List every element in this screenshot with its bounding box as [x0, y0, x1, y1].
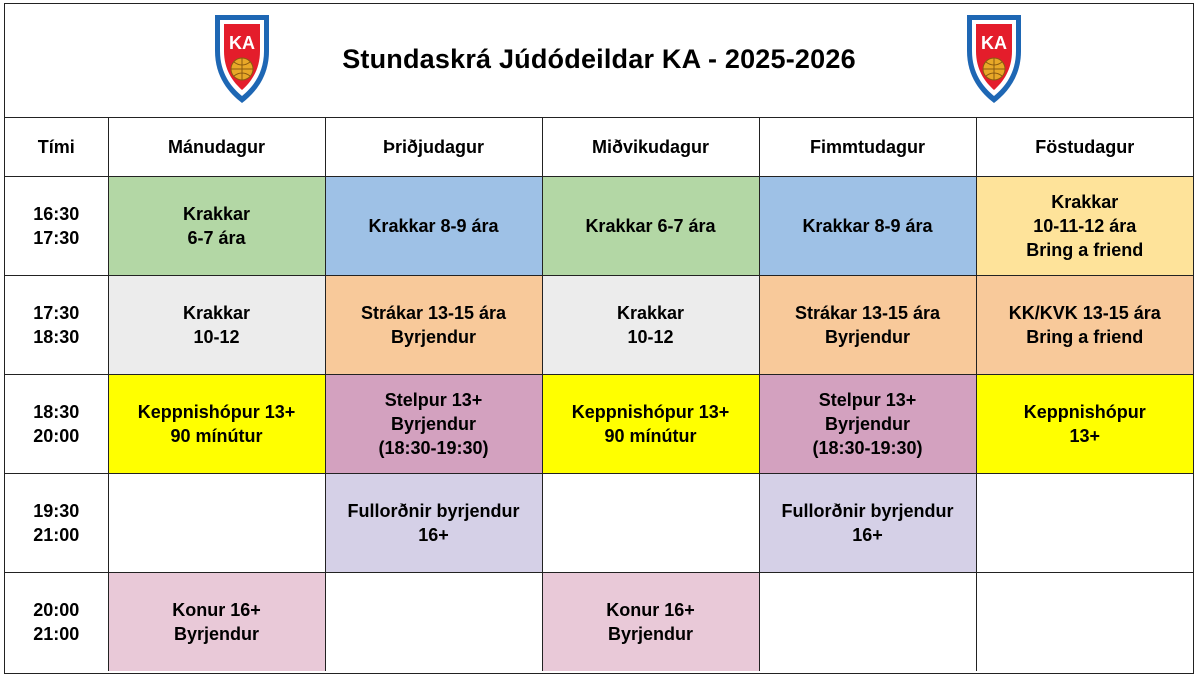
- header-wednesday: Miðvikudagur: [542, 118, 759, 177]
- header-thursday: Fimmtudagur: [759, 118, 976, 177]
- time-cell: 16:30 17:30: [5, 177, 108, 276]
- class-cell-thursday: Fullorðnir byrjendur 16+: [759, 474, 976, 573]
- schedule-row: [5, 177, 1193, 276]
- time-cell: 17:30 18:30: [5, 276, 108, 375]
- class-cell-monday: [108, 474, 325, 573]
- class-cell-monday: Keppnishópur 13+ 90 mínútur: [108, 375, 325, 474]
- header-tuesday: Þriðjudagur: [325, 118, 542, 177]
- ka-crest-logo-right: [963, 11, 1025, 107]
- class-cell-tuesday: Strákar 13-15 ára Byrjendur: [325, 276, 542, 375]
- time-cell: 19:30 21:00: [5, 474, 108, 573]
- class-cell-wednesday: Krakkar 10-12: [542, 276, 759, 375]
- class-cell-wednesday: Krakkar 6-7 ára: [542, 177, 759, 276]
- class-cell-tuesday: Krakkar 8-9 ára: [325, 177, 542, 276]
- class-cell-friday: [976, 474, 1193, 573]
- class-cell-monday: Konur 16+ Byrjendur: [108, 573, 325, 672]
- schedule-sheet: [4, 3, 1194, 674]
- header-monday: Mánudagur: [108, 118, 325, 177]
- crest-letters: KA: [229, 33, 255, 53]
- schedule-row: [5, 474, 1193, 573]
- class-cell-thursday: Strákar 13-15 ára Byrjendur: [759, 276, 976, 375]
- class-cell-tuesday: Stelpur 13+ Byrjendur (18:30-19:30): [325, 375, 542, 474]
- class-cell-thursday: [759, 573, 976, 672]
- class-cell-wednesday: Konur 16+ Byrjendur: [542, 573, 759, 672]
- time-cell: 18:30 20:00: [5, 375, 108, 474]
- class-cell-friday: Keppnishópur 13+: [976, 375, 1193, 474]
- class-cell-tuesday: Fullorðnir byrjendur 16+: [325, 474, 542, 573]
- schedule-row: [5, 573, 1193, 672]
- schedule-table: [5, 118, 1193, 671]
- time-cell: 20:00 21:00: [5, 573, 108, 672]
- header-friday: Föstudagur: [976, 118, 1193, 177]
- class-cell-tuesday: [325, 573, 542, 672]
- title-row: [5, 4, 1193, 118]
- page-title: Stundaskrá Júdódeildar KA - 2025-2026: [342, 44, 856, 74]
- class-cell-friday: KK/KVK 13-15 ára Bring a friend: [976, 276, 1193, 375]
- crest-letters: KA: [981, 33, 1007, 53]
- class-cell-monday: Krakkar 10-12: [108, 276, 325, 375]
- class-cell-friday: Krakkar 10-11-12 ára Bring a friend: [976, 177, 1193, 276]
- class-cell-wednesday: Keppnishópur 13+ 90 mínútur: [542, 375, 759, 474]
- header-time: Tími: [5, 118, 108, 177]
- class-cell-wednesday: [542, 474, 759, 573]
- schedule-row: [5, 375, 1193, 474]
- schedule-row: [5, 276, 1193, 375]
- class-cell-thursday: Stelpur 13+ Byrjendur (18:30-19:30): [759, 375, 976, 474]
- class-cell-monday: Krakkar 6-7 ára: [108, 177, 325, 276]
- header-row: [5, 118, 1193, 177]
- class-cell-thursday: Krakkar 8-9 ára: [759, 177, 976, 276]
- class-cell-friday: [976, 573, 1193, 672]
